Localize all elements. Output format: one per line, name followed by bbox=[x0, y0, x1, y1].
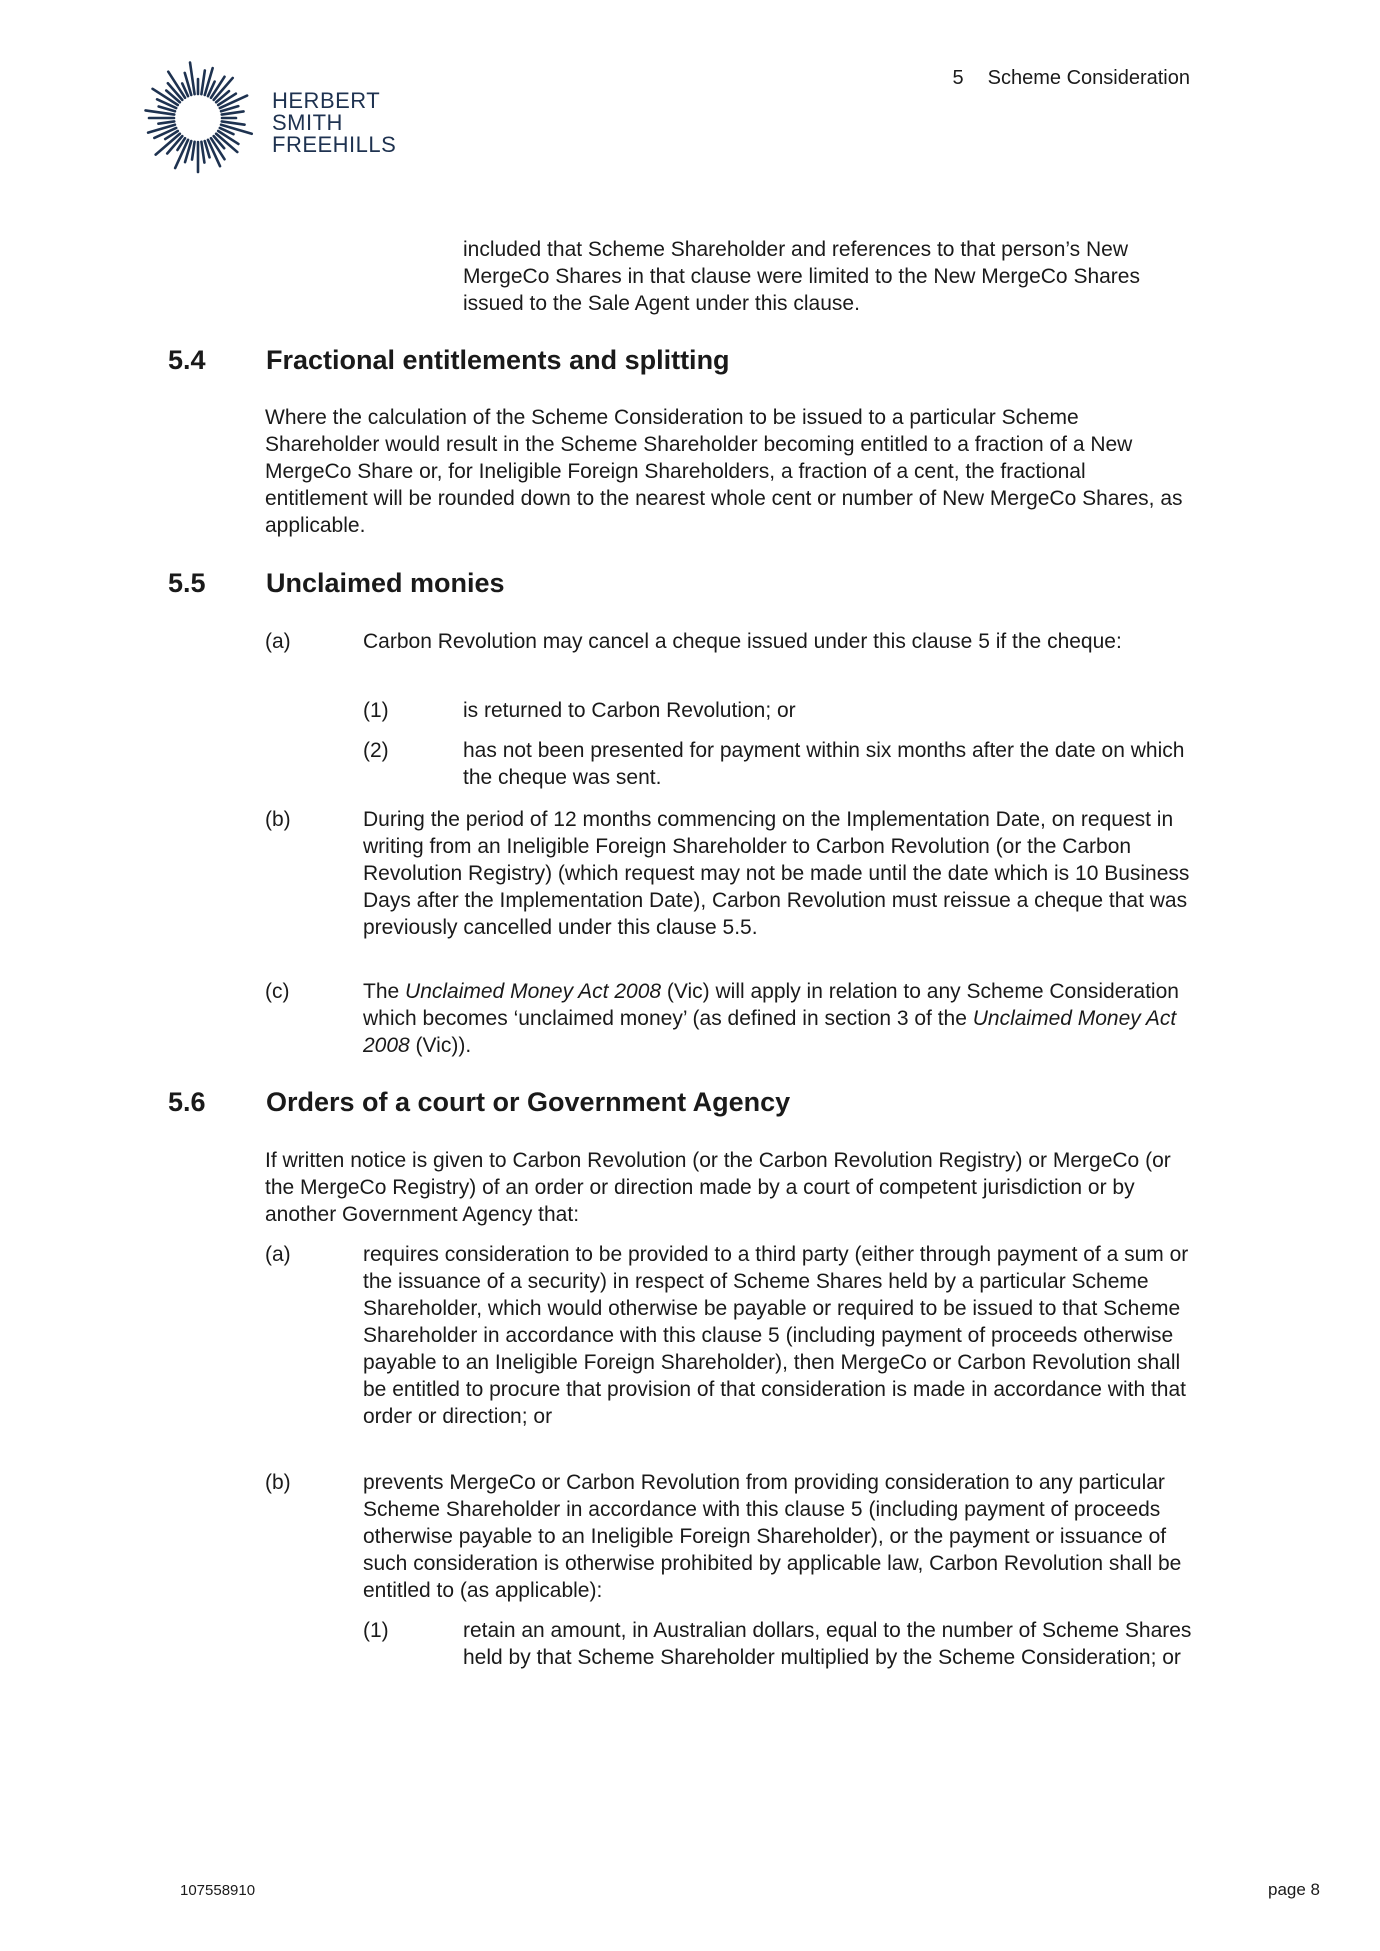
logo-ray bbox=[158, 121, 174, 123]
clause-label: (1) bbox=[363, 699, 389, 722]
logo-wordmark bbox=[272, 90, 396, 156]
heading-number: 5.4 bbox=[168, 345, 206, 375]
heading-title: Fractional entitlements and splitting bbox=[266, 345, 730, 375]
herbert-smith-freehills-logo-icon bbox=[138, 58, 258, 178]
logo-line-3: FREEHILLS bbox=[272, 132, 397, 157]
act-title: Unclaimed Money Act 2008 bbox=[405, 980, 662, 1003]
logo-ray bbox=[222, 121, 245, 124]
clause-label: (a) bbox=[265, 1243, 291, 1266]
logo-line-2: SMITH bbox=[272, 110, 343, 135]
logo-line-1: HERBERT bbox=[272, 88, 381, 113]
clause-label: (b) bbox=[265, 808, 291, 831]
running-header-title: Scheme Consideration bbox=[987, 67, 1190, 89]
heading-title: Orders of a court or Government Agency bbox=[266, 1087, 791, 1117]
act-title: Unclaimed Money Act 2008 bbox=[363, 1007, 1177, 1057]
clause-label: (b) bbox=[265, 1471, 291, 1494]
clause-text-part: The bbox=[363, 980, 406, 1003]
document-id: 107558910 bbox=[180, 1882, 256, 1899]
heading-number: 5.6 bbox=[168, 1087, 206, 1117]
clause-text: requires consideration to be provided to a third party (either through payment of a sum or the issuance of a security) in respect of Scheme Shares held by a particular Scheme Shareholder, which would otherwise be payable or required to be issued to that Scheme Shareholder in accordance with this clause 5 (including payment of proceeds otherwise payable to an Ineligible Foreign Shareholder), then MergeCo or Carbon Revolution shall be entitled to procure that provision of that consideration is made in accordance with that order or direction; or bbox=[363, 1243, 1189, 1428]
logo-ray bbox=[201, 142, 204, 163]
clause-label: (a) bbox=[265, 630, 291, 653]
paragraph-5-4: Where the calculation of the Scheme Consideration to be issued to a particular Scheme Shareholder would result in the Scheme Shareholder becoming entitled to a fraction of a New MergeCo Share or, for Ineligible Foreign Shareholders, a fraction of a cent, the fractional entitlement will be rounded down to the nearest whole cent or number of New MergeCo Shares, as applicable. bbox=[265, 406, 1183, 537]
clause-label: (c) bbox=[265, 980, 290, 1003]
clause-text: prevents MergeCo or Carbon Revolution from providing consideration to any particular Scheme Shareholder in accordance with this clause 5 (including payment of proceeds otherwise payable to an Ineligible Foreign Shareholder), or the payment or issuance of such consideration is otherwise prohibited by applicable law, Carbon Revolution shall be entitled to (as applicable): bbox=[363, 1471, 1182, 1602]
running-header bbox=[953, 67, 1190, 90]
clause-label: (2) bbox=[363, 739, 389, 762]
heading-title: Unclaimed monies bbox=[266, 568, 505, 598]
clause-text: is returned to Carbon Revolution; or bbox=[463, 699, 796, 722]
running-header-number: 5 bbox=[952, 67, 964, 89]
clause-text-part: (Vic)). bbox=[409, 1034, 472, 1057]
paragraph-5-6-intro: If written notice is given to Carbon Revolution (or the Carbon Revolution Registry) or MergeCo (or the MergeCo Registry) of an order or direction made by a court of competent jurisdiction or by another Government Agency that: bbox=[265, 1149, 1171, 1226]
clause-text bbox=[363, 978, 1193, 1059]
logo-ray bbox=[222, 111, 244, 114]
clause-text: During the period of 12 months commencing on the Implementation Date, on request in writing from an Ineligible Foreign Shareholder to Carbon Revolution (or the Carbon Revolution Registry) (which request may not be made until the date which is 10 Business Days after the Implementation Date), Carbon Revolution must reissue a cheque that was previously cancelled under this clause 5.5. bbox=[363, 808, 1190, 939]
clause-text: retain an amount, in Australian dollars, equal to the number of Scheme Shares held by that Scheme Shareholder multiplied by the Scheme Consideration; or bbox=[463, 1619, 1192, 1669]
clause-text: has not been presented for payment within six months after the date on which the cheque was sent. bbox=[463, 739, 1185, 789]
clause-label: (1) bbox=[363, 1619, 389, 1642]
heading-number: 5.5 bbox=[168, 568, 206, 598]
clause-text: Carbon Revolution may cancel a cheque issued under this clause 5 if the cheque: bbox=[363, 630, 1122, 653]
logo-ray bbox=[192, 142, 195, 160]
continuation-paragraph: included that Scheme Shareholder and references to that person’s New MergeCo Shares in that clause were limited to the New MergeCo Shares issued to the Sale Agent under this clause. bbox=[463, 238, 1140, 315]
logo-ray bbox=[201, 70, 204, 94]
clause-text-part: (Vic) will apply in relation to any Scheme Consideration which becomes ‘unclaimed money’ (as defined in section 3 of the bbox=[363, 980, 1179, 1030]
page-number: page 8 bbox=[1268, 1880, 1320, 1899]
